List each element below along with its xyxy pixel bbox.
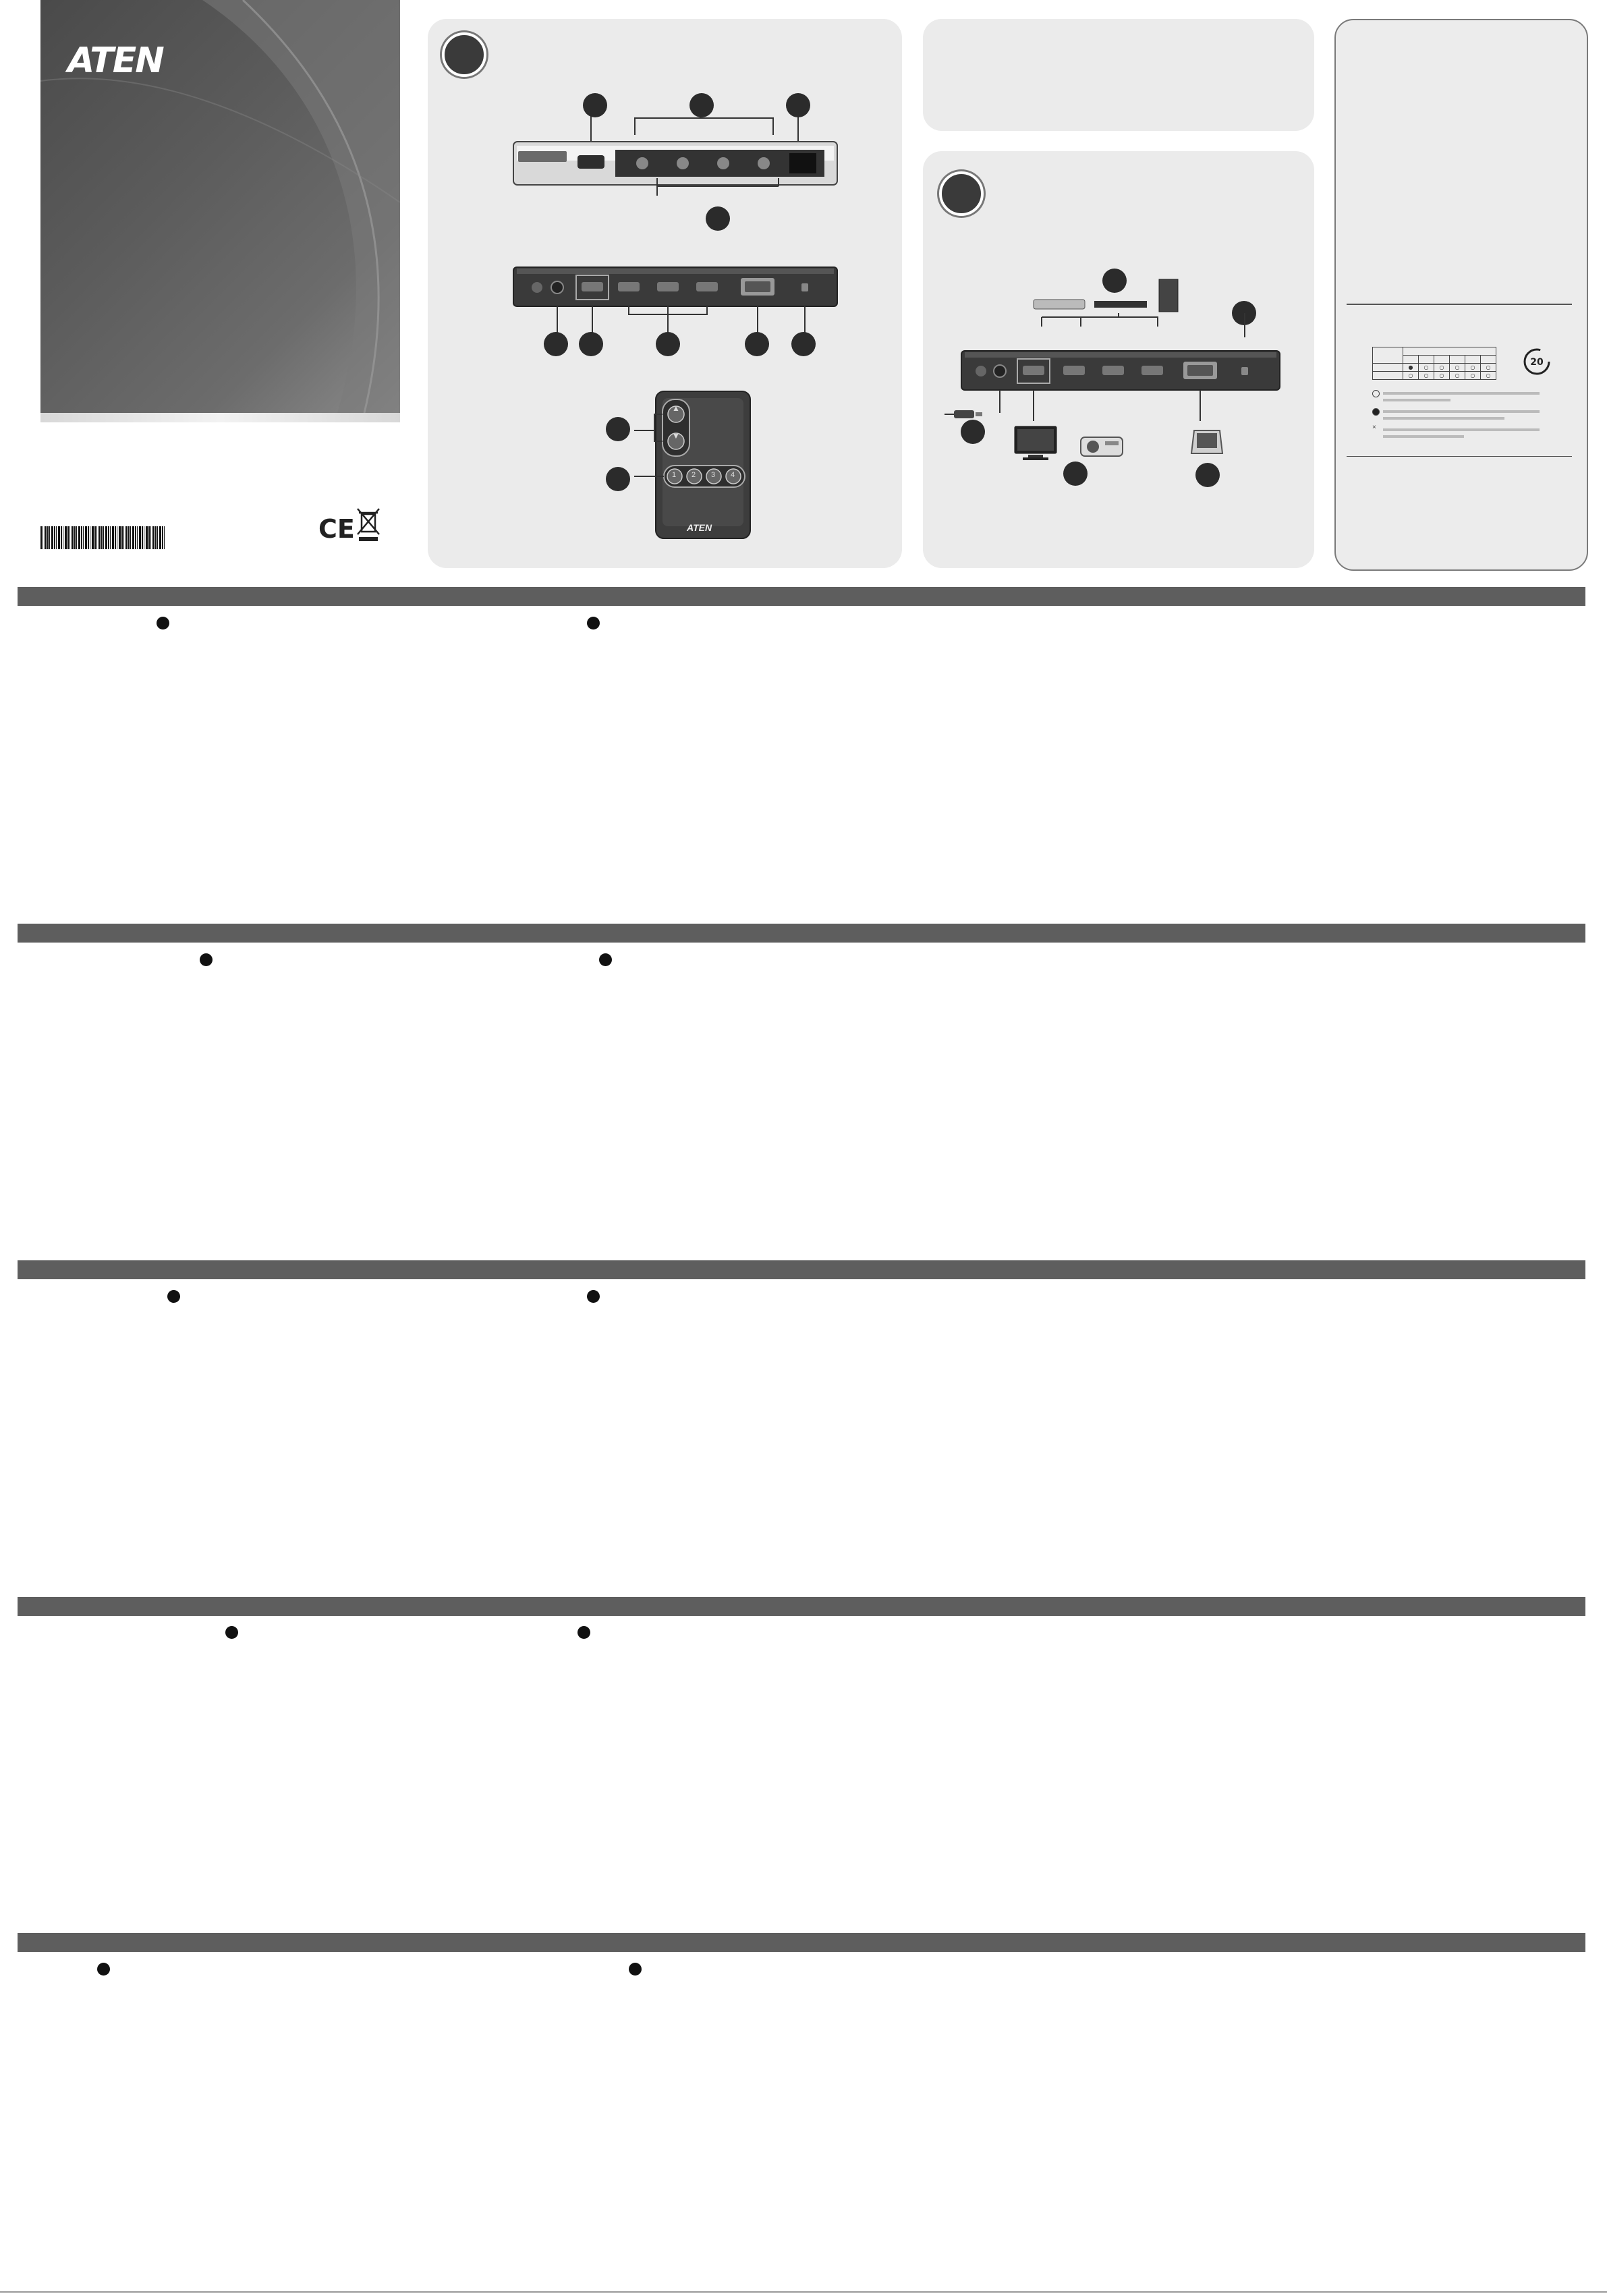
callout-hdmi-output xyxy=(583,93,607,117)
callout-port-leds xyxy=(706,206,730,231)
section-marker-3a xyxy=(167,1290,180,1303)
rohs-divider-bottom xyxy=(1347,456,1572,457)
section-marker-4a xyxy=(225,1626,238,1639)
callout-remote-navigation xyxy=(606,417,630,441)
touch-panel-icon xyxy=(1189,426,1225,459)
callout-hdmi-output-rear xyxy=(579,332,603,356)
rohs-divider-top xyxy=(1347,304,1572,305)
remote-logo: ATEN xyxy=(687,522,712,533)
section-marker-5b xyxy=(629,1963,642,1976)
callout-power-adapter xyxy=(961,420,985,444)
rohs-note-2 xyxy=(1383,410,1540,413)
rohs-note-bullet-2 xyxy=(1372,408,1380,416)
remote-button-2: 2 xyxy=(692,471,696,479)
ce-mark: CE xyxy=(318,514,355,544)
callout-display-devices xyxy=(1063,461,1088,486)
callout-port-selection xyxy=(689,93,714,117)
rohs-note-3b xyxy=(1383,435,1464,438)
projector-icon xyxy=(1078,432,1125,459)
language-bar-1 xyxy=(18,587,1585,606)
rohs-note-bullet-1 xyxy=(1372,390,1380,397)
remote-button-1: 1 xyxy=(672,471,677,479)
crossed-out-wheelie-bin-icon xyxy=(356,507,380,542)
rohs-note-3 xyxy=(1383,428,1540,431)
section-badge-a xyxy=(442,32,486,77)
rear-panel-diagram xyxy=(510,266,841,340)
rohs-note-1b xyxy=(1383,399,1450,401)
rohs-panel xyxy=(1334,19,1588,571)
callout-rs232-port xyxy=(745,332,769,356)
rohs-note-1 xyxy=(1383,392,1540,395)
rohs-20-label: 20 xyxy=(1530,357,1544,368)
callout-ir-receiver xyxy=(786,93,810,117)
language-bar-4 xyxy=(18,1597,1585,1616)
rohs-note-bullet-3: × xyxy=(1372,424,1376,431)
callout-control-system xyxy=(1195,463,1220,487)
rohs-hazard-table: ● ○ ○ ○ ○ ○ ○ ○ ○ ○ ○ ○ xyxy=(1372,347,1496,380)
language-bar-5 xyxy=(18,1933,1585,1952)
language-bar-3 xyxy=(18,1260,1585,1279)
section-badge-b xyxy=(939,171,984,216)
section-marker-3b xyxy=(587,1290,600,1303)
ir-remote-diagram xyxy=(607,390,756,541)
callout-power-jack xyxy=(544,332,568,356)
callout-hdmi-inputs xyxy=(656,332,680,356)
installation-diagram xyxy=(958,313,1282,435)
section-marker-4b xyxy=(577,1626,590,1639)
callout-grounding xyxy=(791,332,816,356)
remote-button-3: 3 xyxy=(711,471,716,479)
package-contents-panel xyxy=(923,19,1314,131)
remote-arrow-up: ▲ xyxy=(672,403,680,413)
aten-logo: ATEN xyxy=(67,40,163,81)
barcode-icon xyxy=(40,526,166,549)
section-marker-2b xyxy=(599,953,612,966)
monitor-icon xyxy=(1011,425,1061,463)
rohs-note-2b xyxy=(1383,417,1504,420)
section-marker-2a xyxy=(200,953,213,966)
section-marker-1a xyxy=(157,617,169,629)
cover-strip xyxy=(40,413,400,422)
rohs-20-year-icon xyxy=(1522,347,1552,376)
section-marker-5a xyxy=(97,1963,110,1976)
bottom-rule xyxy=(0,2291,1607,2293)
callout-remote-port-buttons xyxy=(606,467,630,491)
language-bar-2 xyxy=(18,924,1585,943)
callout-source-devices xyxy=(1102,269,1127,293)
power-adapter-icon xyxy=(945,408,985,422)
remote-arrow-down: ▼ xyxy=(672,431,680,441)
remote-button-4: 4 xyxy=(731,471,735,479)
section-marker-1b xyxy=(587,617,600,629)
